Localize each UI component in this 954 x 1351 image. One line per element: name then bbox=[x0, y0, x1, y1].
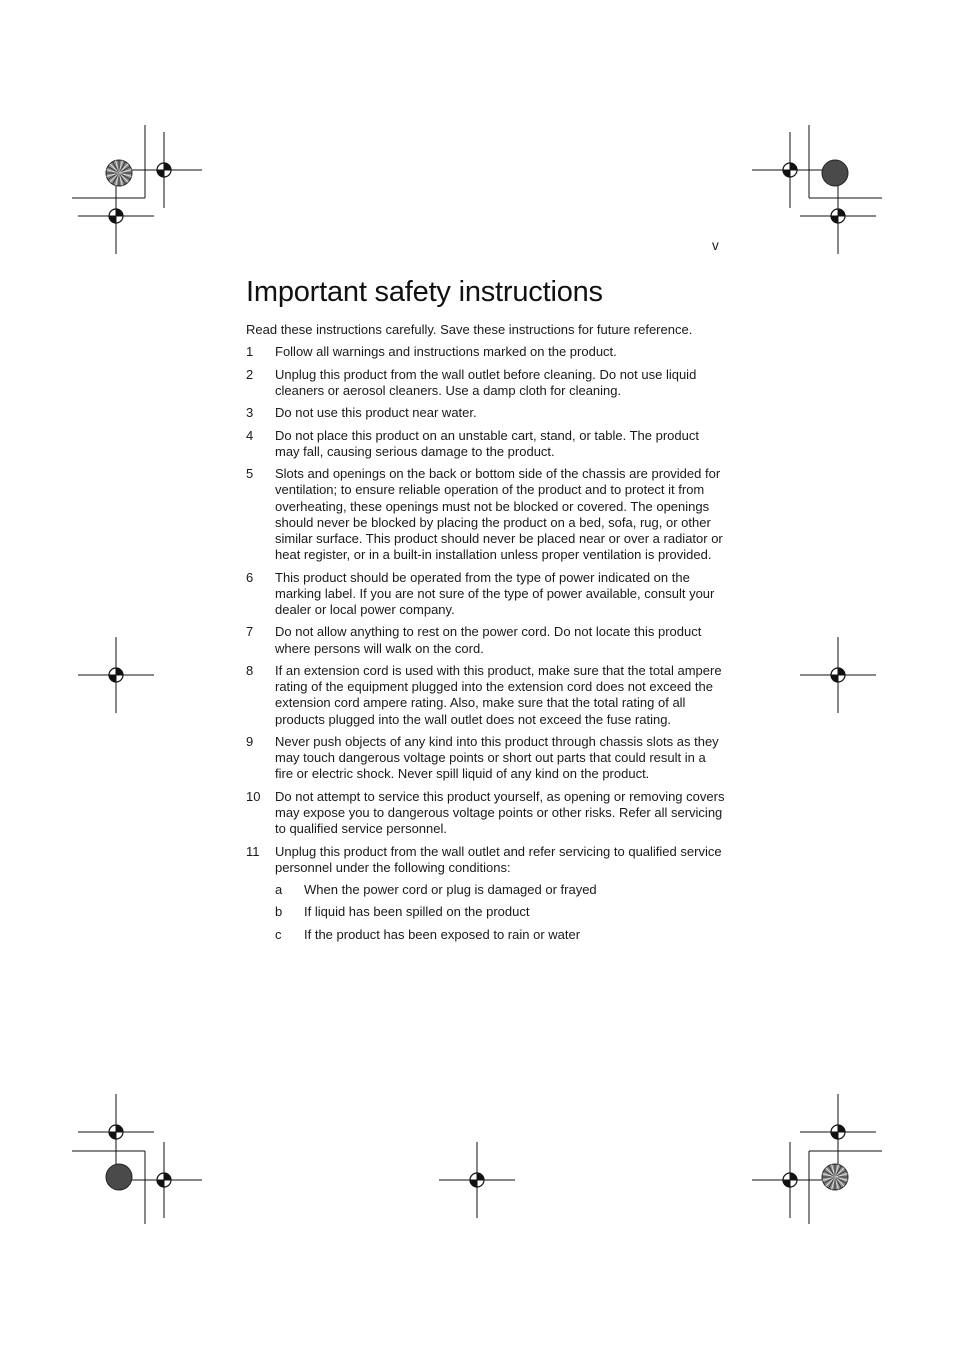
list-item bbox=[246, 789, 726, 838]
instructions-list bbox=[246, 344, 726, 943]
item-text: Unplug this product from the wall outlet and refer servicing to qualified service personnel under the following conditions: bbox=[275, 843, 722, 875]
list-item bbox=[246, 570, 726, 619]
registration-target-icon bbox=[752, 132, 828, 208]
item-number: 1 bbox=[246, 344, 254, 360]
list-item bbox=[246, 624, 726, 656]
subitem-letter: b bbox=[275, 904, 283, 920]
registration-target-icon bbox=[752, 1142, 828, 1218]
item-text: If an extension cord is used with this product, make sure that the total ampere rating of the equipment plugged into the extension cord does not exceed the extension cord ampere rating. Also, make sure that the total rating of all products plugged into the wall outlet does not exceed the fuse rating. bbox=[275, 662, 722, 727]
list-item bbox=[246, 663, 726, 728]
registration-target-icon bbox=[78, 178, 154, 254]
subitem-text: If liquid has been spilled on the product bbox=[304, 904, 530, 920]
item-text: Unplug this product from the wall outlet before cleaning. Do not use liquid cleaners or aerosol cleaners. Use a damp cloth for cleaning. bbox=[275, 366, 697, 398]
registration-target-icon bbox=[800, 1094, 876, 1170]
list-item bbox=[246, 466, 726, 563]
item-number: 3 bbox=[246, 405, 254, 421]
item-text: Do not allow anything to rest on the power cord. Do not locate this product where persons will walk on the cord. bbox=[275, 624, 702, 656]
registration-target-icon bbox=[78, 1094, 154, 1170]
subitem-text: When the power cord or plug is damaged or frayed bbox=[304, 881, 597, 897]
starburst-disk-icon bbox=[822, 1164, 848, 1190]
list-item bbox=[246, 344, 726, 360]
list-item bbox=[246, 405, 726, 421]
color-disk-icon bbox=[822, 160, 848, 186]
item-number: 8 bbox=[246, 662, 254, 678]
list-item bbox=[246, 367, 726, 399]
item-number: 6 bbox=[246, 569, 254, 585]
sublist-item bbox=[275, 882, 726, 898]
registration-target-icon bbox=[800, 637, 876, 713]
item-number: 10 bbox=[246, 788, 261, 804]
subitem-text: If the product has been exposed to rain or water bbox=[304, 926, 581, 942]
item-number: 11 bbox=[246, 843, 260, 859]
item-text: Do not attempt to service this product yourself, as opening or removing covers may expose you to dangerous voltage points or other risks. Refer all servicing to qualified service personnel. bbox=[275, 788, 725, 837]
item-text: Slots and openings on the back or bottom side of the chassis are provided for ventilation; to ensure reliable operation of the product and to protect it from overheating, these openings must not be blocked or covered. The openings should never be blocked by placing the product on a bed, sofa, rug, or other similar surface. This product should never be placed near or over a radiator or heat register, or in a built-in installation unless proper ventilation is provided. bbox=[275, 466, 723, 563]
registration-target-icon bbox=[126, 132, 202, 208]
registration-target-icon bbox=[439, 1142, 515, 1218]
intro-text: Read these instructions carefully. Save these instructions for future reference. bbox=[246, 322, 693, 337]
subitem-letter: a bbox=[275, 881, 283, 897]
registration-target-icon bbox=[78, 637, 154, 713]
list-item bbox=[246, 844, 726, 943]
item-number: 5 bbox=[246, 466, 254, 482]
page-title: Important safety instructions bbox=[246, 276, 603, 308]
item-number: 9 bbox=[246, 733, 254, 749]
item-number: 7 bbox=[246, 624, 254, 640]
item-text: This product should be operated from the type of power indicated on the marking label. If you are not sure of the type of power available, consult your dealer or local power company. bbox=[275, 569, 715, 617]
item-text: Do not use this product near water. bbox=[275, 405, 477, 421]
item-number: 2 bbox=[246, 366, 254, 382]
item-number: 4 bbox=[246, 427, 254, 443]
list-item bbox=[246, 734, 726, 783]
item-text: Never push objects of any kind into this product through chassis slots as they may touch dangerous voltage points or short out parts that could result in a fire or electric shock. Never spill liquid of any kind on the product. bbox=[275, 733, 719, 782]
list-item bbox=[246, 428, 726, 460]
conditions-sublist bbox=[275, 882, 726, 943]
sublist-item bbox=[275, 904, 726, 920]
subitem-letter: c bbox=[275, 926, 282, 942]
page-number: v bbox=[712, 238, 719, 253]
color-disk-icon bbox=[106, 1164, 132, 1190]
registration-target-icon bbox=[126, 1142, 202, 1218]
registration-target-icon bbox=[800, 178, 876, 254]
instructions-body bbox=[246, 322, 726, 949]
sublist-item bbox=[275, 927, 726, 943]
starburst-disk-icon bbox=[106, 160, 132, 186]
item-text: Follow all warnings and instructions marked on the product. bbox=[275, 344, 617, 360]
item-text: Do not place this product on an unstable cart, stand, or table. The product may fall, causing serious damage to the product. bbox=[275, 427, 699, 459]
